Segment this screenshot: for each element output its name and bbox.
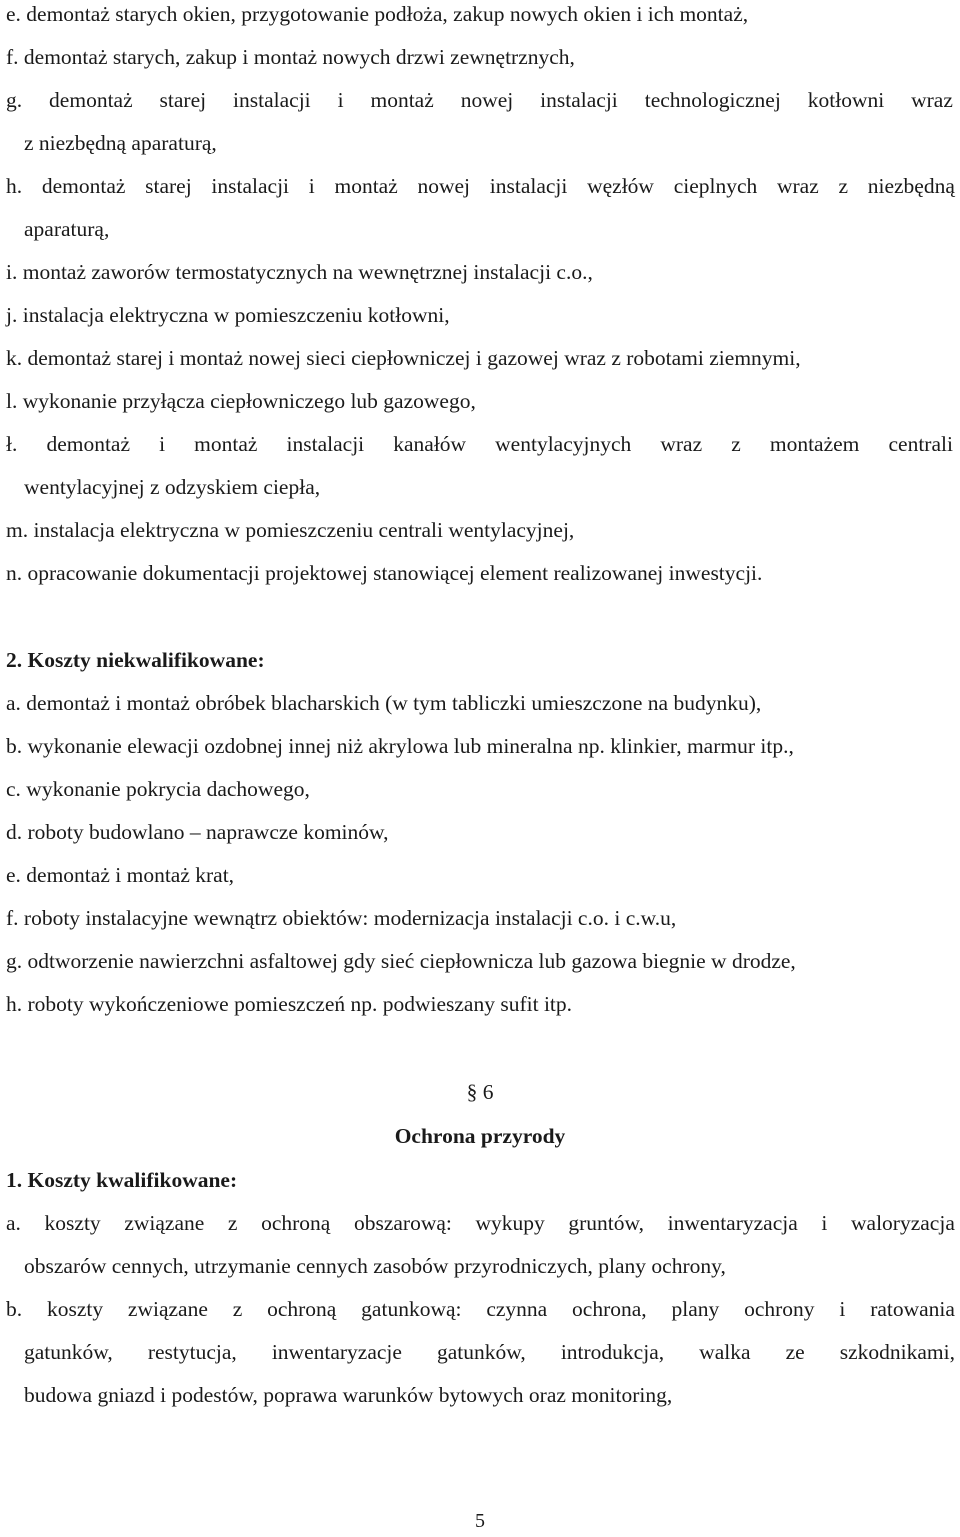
item-j-instalacja: j. instalacja elektryczna w pomieszczeniu kotłowni,: [6, 303, 450, 327]
item-g-continuation: z niezbędną aparaturą,: [24, 131, 217, 155]
nk-item-b: b. wykonanie elewacji ozdobnej innej niż akrylowa lub mineralna np. klinkier, marmur itp.,: [6, 734, 794, 758]
nk-item-h: h. roboty wykończeniowe pomieszczeń np. podwieszany sufit itp.: [6, 992, 573, 1016]
page-number: 5: [475, 1510, 485, 1532]
item-h-wezly: h. demontaż starej instalacji i montaż nowej instalacji węzłów cieplnych wraz z niezbędną: [6, 174, 955, 198]
item-l2-wentylacja: ł. demontaż i montaż instalacji kanałów wentylacyjnych wraz z montażem centrali: [6, 432, 953, 456]
nk-item-c: c. wykonanie pokrycia dachowego,: [6, 777, 310, 801]
nk-item-e: e. demontaż i montaż krat,: [6, 863, 235, 887]
paragraph-title: Ochrona przyrody: [394, 1124, 566, 1148]
section-heading-niekwalifikowane: 2. Koszty niekwalifikowane:: [6, 648, 265, 672]
item-n-dokumentacja: n. opracowanie dokumentacji projektowej stanowiącej element realizowanej inwestycji.: [6, 561, 763, 585]
item-i-zawory: i. montaż zaworów termostatycznych na wewnętrznej instalacji c.o.,: [6, 260, 593, 284]
item-m-instalacja: m. instalacja elektryczna w pomieszczeniu centrali wentylacyjnej,: [6, 518, 575, 542]
k-item-a-continuation: obszarów cennych, utrzymanie cennych zasobów przyrodniczych, plany ochrony,: [24, 1254, 726, 1278]
k-item-b: b. koszty związane z ochroną gatunkową: czynna ochrona, plany ochrony i ratowania: [6, 1297, 955, 1321]
nk-item-d: d. roboty budowlano – naprawcze kominów,: [6, 820, 389, 844]
k-item-b-continuation-2: budowa gniazd i podestów, poprawa warunków bytowych oraz monitoring,: [24, 1383, 673, 1407]
nk-item-a: a. demontaż i montaż obróbek blacharskich (w tym tabliczki umieszczone na budynku),: [6, 691, 762, 715]
nk-item-g: g. odtworzenie nawierzchni asfaltowej gdy sieć ciepłownicza lub gazowa biegnie w drodze,: [6, 949, 796, 973]
k-item-a: a. koszty związane z ochroną obszarową: wykupy gruntów, inwentaryzacja i waloryzacja: [6, 1211, 955, 1235]
item-g-kotlownia: g. demontaż starej instalacji i montaż nowej instalacji technologicznej kotłowni wraz: [6, 88, 953, 112]
item-l2-continuation: wentylacyjnej z odzyskiem ciepła,: [24, 475, 321, 499]
item-e-okna: e. demontaż starych okien, przygotowanie podłoża, zakup nowych okien i ich montaż,: [6, 2, 749, 26]
k-item-b-continuation-1: gatunków, restytucja, inwentaryzacje gatunków, introdukcja, walka ze szkodnikami,: [24, 1340, 955, 1364]
paragraph-number: § 6: [466, 1080, 494, 1104]
item-k-siec: k. demontaż starej i montaż nowej sieci ciepłowniczej i gazowej wraz z robotami ziemnymi,: [6, 346, 801, 370]
item-l-przylacze: l. wykonanie przyłącza ciepłowniczego lub gazowego,: [6, 389, 476, 413]
item-h-continuation: aparaturą,: [24, 217, 110, 241]
item-f-drzwi: f. demontaż starych, zakup i montaż nowych drzwi zewnętrznych,: [6, 45, 575, 69]
section-heading-kwalifikowane: 1. Koszty kwalifikowane:: [6, 1168, 238, 1192]
nk-item-f: f. roboty instalacyjne wewnątrz obiektów: modernizacja instalacji c.o. i c.w.u,: [6, 906, 677, 930]
